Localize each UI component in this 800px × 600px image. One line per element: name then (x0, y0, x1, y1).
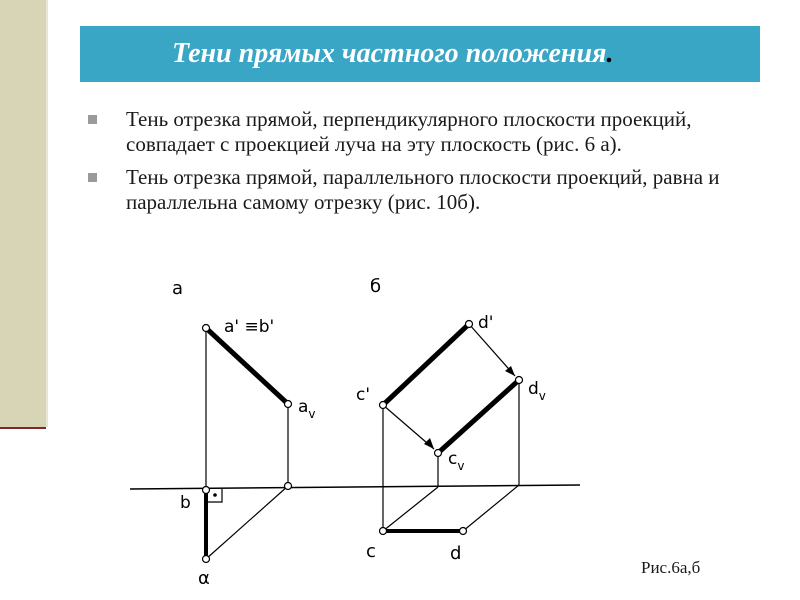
side-decoration-edge (46, 0, 48, 427)
bullet-item (88, 107, 778, 157)
right-shadow-segment (438, 380, 519, 453)
right-diag-d (463, 485, 519, 531)
slide-title-dot: . (606, 38, 614, 69)
label-d-prime: d' (478, 313, 494, 333)
right-d-point (460, 528, 467, 535)
left-lower-diagonal (206, 486, 288, 559)
label-part-a: а (172, 278, 184, 299)
bullet-item (88, 165, 778, 215)
label-c-shadow-letter: c (448, 449, 458, 469)
projection-axis (130, 485, 580, 489)
right-dv-point (516, 377, 523, 384)
label-a-shadow-sub: v (308, 407, 316, 421)
label-b-axis: b (180, 493, 191, 513)
label-c-shadow (448, 449, 464, 473)
label-d-shadow (528, 379, 546, 403)
left-axis-point-2 (285, 483, 292, 490)
label-a-prime-b-prime: a' ≡b' (224, 317, 275, 337)
side-decoration-line (0, 427, 46, 429)
label-part-b: б (370, 276, 382, 297)
label-d-shadow-sub: v (538, 389, 546, 403)
label-c-shadow-sub: v (457, 459, 465, 473)
label-c-lower: c (366, 541, 376, 562)
right-diag-c (383, 487, 438, 531)
bullet-square-icon (88, 115, 97, 124)
label-d-lower: d (450, 543, 462, 564)
right-ray-d-arrow (505, 366, 515, 376)
figure-caption: Рис.6а,б (641, 558, 701, 577)
right-angle-dot (213, 493, 217, 497)
left-shadow-point (285, 401, 292, 408)
side-decoration-bar (0, 0, 46, 427)
bullet-text: Тень отрезка прямой, параллельного плоскости проекций, равна и параллельна самому отрезку (рис. 10б). (126, 165, 720, 214)
right-c-point (380, 528, 387, 535)
right-c-prime-point (380, 402, 387, 409)
left-axis-point (203, 487, 210, 494)
slide-title: Тени прямых частного положения (172, 38, 607, 69)
bullet-text: Тень отрезка прямой, перпендикулярного плоскости проекций, совпадает с проекцией луча на эту плоскость (рис. 6 а). (126, 107, 692, 156)
label-a-shadow (298, 397, 316, 421)
right-d-prime-point (466, 321, 473, 328)
label-alpha: α (198, 568, 210, 589)
left-lower-point (203, 556, 210, 563)
right-segment-cd-prime (383, 324, 469, 405)
left-shadow-segment (206, 328, 288, 404)
right-cv-point (435, 450, 442, 457)
title-banner (80, 26, 760, 82)
bullet-list (88, 107, 778, 223)
left-upper-point (203, 325, 210, 332)
label-a-shadow-letter: a (298, 397, 309, 417)
right-ray-c-arrow (424, 438, 434, 449)
label-d-shadow-letter: d (528, 379, 539, 399)
bullet-square-icon (88, 173, 97, 182)
label-c-prime: c' (356, 385, 371, 405)
shadow-diagram (130, 272, 582, 600)
